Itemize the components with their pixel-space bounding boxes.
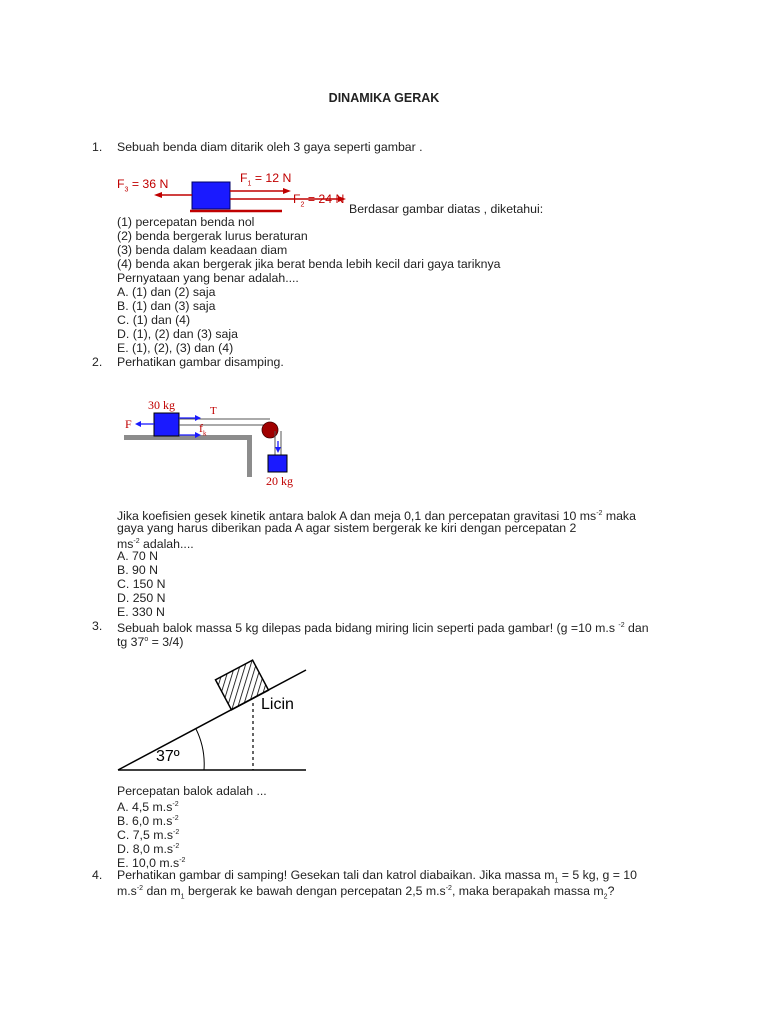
q1-f2-label: $F_2 = 24$ N (293, 192, 345, 209)
q1-f1-label: $F_1 = 12$ N (240, 171, 292, 188)
q3-option: B. 6,0 $m.s^{-2}$ (117, 814, 179, 829)
q3-angle-label: 37º (156, 748, 180, 765)
q2-option: A. 70 N (117, 549, 159, 563)
q3-licin-label: Licin (261, 696, 294, 713)
q2-option: C. 150 N (117, 577, 166, 591)
q1-statement: (1) percepatan benda nol (117, 215, 255, 229)
q2-tension-label: T (210, 405, 217, 417)
q1-option: A. (1) dan (2) saja (117, 285, 216, 299)
q1-option: E. (1), (2), (3) dan (4) (117, 341, 234, 355)
q2-mass-b-label: 20 kg (266, 474, 293, 488)
q2-text: Perhatikan gambar disamping. (117, 355, 284, 369)
q2-force-label: F (125, 417, 132, 431)
q3-option: D. 8,0 $m.s^{-2}$ (117, 842, 180, 857)
q3-incline-diagram (112, 658, 312, 776)
document-title: DINAMIKA GERAK (328, 91, 440, 105)
q2-line: Jika koefisien gesek kinetik antara balok A dan meja 0,1 dan percepatan gravitasi 10 $ms^{-2}$ maka (117, 509, 636, 524)
q1-statement: (3) benda dalam keadaan diam (117, 243, 288, 257)
q1-f3-label: $F_3 = 36$ N (117, 177, 169, 194)
q3-line: Sebuah balok massa 5 kg dilepas pada bidang miring licin seperti pada gambar! (g =10 m.s $^{-2}$ dan (117, 621, 649, 636)
q1-statement: (2) benda bergerak lurus beraturan (117, 229, 308, 243)
q3-line: tg $37^o = 3/4$) (117, 635, 184, 650)
q3-prompt: Percepatan balok adalah ... (117, 784, 267, 798)
q3-option: C. 7,5 $m.s^{-2}$ (117, 828, 180, 843)
q4-line: $m.s^{-2}$ dan $m_1$ bergerak ke bawah dengan percepatan 2,5 $m.s^{-2}$, maka berapakah massa $m_2$? (117, 884, 615, 901)
q1-intro: Berdasar gambar diatas , diketahui: (349, 202, 544, 216)
q2-line: $ms^{-2}$ adalah.... (117, 537, 194, 552)
q2-line: gaya yang harus diberikan pada A agar sistem bergerak ke kiri dengan percepatan 2 (117, 521, 577, 535)
q1-prompt: Pernyataan yang benar adalah.... (117, 271, 299, 285)
q1-option: D. (1), (2) dan (3) saja (117, 327, 238, 341)
q1-statement: (4) benda akan bergerak jika berat benda lebih kecil dari gaya tariknya (117, 257, 501, 271)
q2-number: 2. (92, 355, 103, 369)
q2-option: D. 250 N (117, 591, 166, 605)
q1-text: Sebuah benda diam ditarik oleh 3 gaya seperti gambar . (117, 140, 423, 154)
q2-option: E. 330 N (117, 605, 165, 619)
q1-option: B. (1) dan (3) saja (117, 299, 216, 313)
q2-option: B. 90 N (117, 563, 159, 577)
q3-option: A. 4,5 $m.s^{-2}$ (117, 800, 179, 815)
q1-option: C. (1) dan (4) (117, 313, 191, 327)
q3-option: E. 10,0 $m.s^{-2}$ (117, 856, 186, 871)
q2-mass-a-label: 30 kg (148, 398, 175, 412)
q2-friction-label: $f_k$ (199, 421, 207, 438)
q3-number: 3. (92, 619, 103, 633)
q1-number: 1. (92, 140, 103, 154)
q4-line: Perhatikan gambar di samping! Gesekan tali dan katrol diabaikan. Jika massa $m_1 = 5$ kg, g = 10 (117, 868, 637, 885)
q4-number: 4. (92, 868, 103, 882)
